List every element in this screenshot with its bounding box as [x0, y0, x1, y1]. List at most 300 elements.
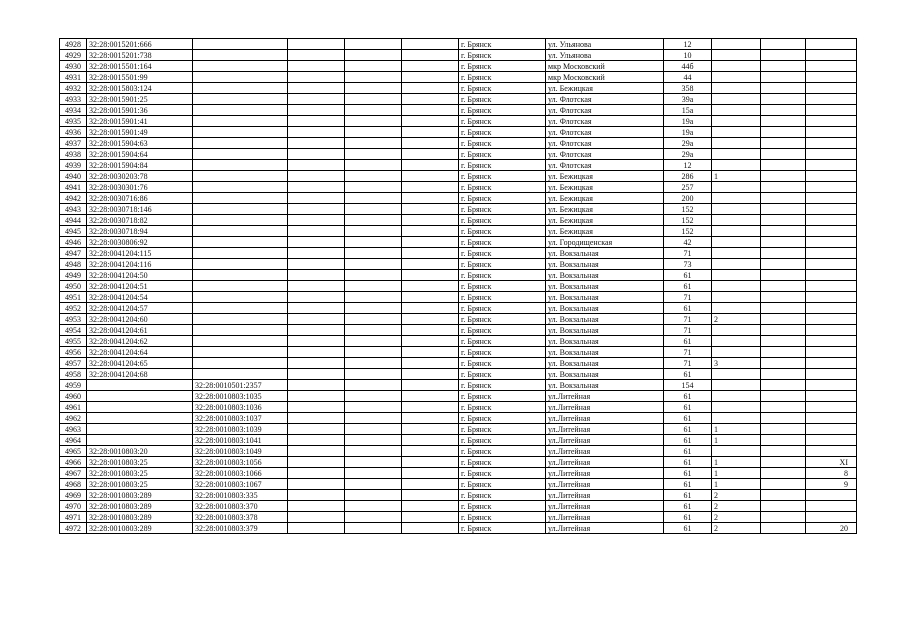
- row-number-cell: 4961: [60, 402, 87, 413]
- row-number-cell: 4943: [60, 204, 87, 215]
- apartment-cell: [806, 116, 857, 127]
- empty-cell: [402, 479, 459, 490]
- table-row: [60, 523, 857, 534]
- cadastral-number-cell: [87, 435, 193, 446]
- empty-cell: [402, 127, 459, 138]
- cadastral-number-cell: 32:28:0030718:82: [87, 215, 193, 226]
- building-cadastral-number-cell: [193, 270, 288, 281]
- apartment-cell: [806, 182, 857, 193]
- building-cell: [712, 39, 761, 50]
- empty-cell: [288, 479, 345, 490]
- empty-cell: [402, 50, 459, 61]
- house-number-cell: 61: [664, 512, 712, 523]
- apartment-cell: [806, 325, 857, 336]
- house-number-cell: 358: [664, 83, 712, 94]
- empty-cell: [288, 193, 345, 204]
- row-number-cell: 4967: [60, 468, 87, 479]
- empty-cell: [761, 72, 806, 83]
- empty-cell: [402, 336, 459, 347]
- empty-cell: [761, 61, 806, 72]
- street-cell: ул. Флотская: [546, 149, 664, 160]
- empty-cell: [288, 138, 345, 149]
- house-number-cell: 61: [664, 281, 712, 292]
- street-cell: ул.Литейная: [546, 468, 664, 479]
- city-cell: г. Брянск: [459, 204, 546, 215]
- apartment-cell: [806, 281, 857, 292]
- building-cell: [712, 369, 761, 380]
- table-row: [60, 424, 857, 435]
- table-row: [60, 281, 857, 292]
- street-cell: ул. Вокзальная: [546, 292, 664, 303]
- building-cell: [712, 193, 761, 204]
- empty-cell: [761, 281, 806, 292]
- building-cell: 1: [712, 468, 761, 479]
- building-cell: [712, 270, 761, 281]
- apartment-cell: [806, 369, 857, 380]
- empty-cell: [345, 83, 402, 94]
- building-cell: [712, 237, 761, 248]
- row-number-cell: 4932: [60, 83, 87, 94]
- empty-cell: [345, 446, 402, 457]
- apartment-cell: 20: [806, 523, 857, 534]
- building-cadastral-number-cell: [193, 182, 288, 193]
- cadastral-number-cell: [87, 413, 193, 424]
- cadastral-number-cell: 32:28:0041204:116: [87, 259, 193, 270]
- empty-cell: [288, 292, 345, 303]
- apartment-cell: [806, 336, 857, 347]
- house-number-cell: 10: [664, 50, 712, 61]
- building-cell: [712, 380, 761, 391]
- city-cell: г. Брянск: [459, 490, 546, 501]
- apartment-cell: [806, 193, 857, 204]
- building-cell: [712, 83, 761, 94]
- building-cell: [712, 303, 761, 314]
- table-row: [60, 292, 857, 303]
- house-number-cell: 19а: [664, 127, 712, 138]
- cadastral-number-cell: 32:28:0010803:20: [87, 446, 193, 457]
- cadastral-number-cell: 32:28:0030718:146: [87, 204, 193, 215]
- empty-cell: [402, 391, 459, 402]
- empty-cell: [345, 116, 402, 127]
- empty-cell: [761, 160, 806, 171]
- empty-cell: [761, 116, 806, 127]
- building-cell: [712, 105, 761, 116]
- empty-cell: [345, 457, 402, 468]
- building-cadastral-number-cell: [193, 215, 288, 226]
- cadastral-number-cell: 32:28:0041204:57: [87, 303, 193, 314]
- street-cell: ул. Ульянова: [546, 39, 664, 50]
- street-cell: ул. Вокзальная: [546, 369, 664, 380]
- empty-cell: [402, 468, 459, 479]
- table-row: [60, 83, 857, 94]
- empty-cell: [761, 358, 806, 369]
- table-row: [60, 105, 857, 116]
- building-cadastral-number-cell: 32:28:0010803:1037: [193, 413, 288, 424]
- empty-cell: [402, 281, 459, 292]
- empty-cell: [402, 116, 459, 127]
- apartment-cell: [806, 380, 857, 391]
- cadastral-number-cell: 32:28:0041204:62: [87, 336, 193, 347]
- empty-cell: [345, 303, 402, 314]
- apartment-cell: [806, 446, 857, 457]
- house-number-cell: 61: [664, 424, 712, 435]
- street-cell: ул. Бежицкая: [546, 204, 664, 215]
- empty-cell: [402, 446, 459, 457]
- table-row: [60, 314, 857, 325]
- building-cadastral-number-cell: 32:28:0010803:378: [193, 512, 288, 523]
- building-cadastral-number-cell: [193, 149, 288, 160]
- empty-cell: [761, 259, 806, 270]
- city-cell: г. Брянск: [459, 380, 546, 391]
- building-cell: [712, 259, 761, 270]
- empty-cell: [288, 281, 345, 292]
- building-cell: 2: [712, 490, 761, 501]
- table-row: [60, 325, 857, 336]
- empty-cell: [761, 314, 806, 325]
- empty-cell: [288, 435, 345, 446]
- table-row: [60, 512, 857, 523]
- empty-cell: [288, 226, 345, 237]
- city-cell: г. Брянск: [459, 182, 546, 193]
- street-cell: ул.Литейная: [546, 523, 664, 534]
- house-number-cell: 61: [664, 468, 712, 479]
- street-cell: ул. Бежицкая: [546, 83, 664, 94]
- empty-cell: [345, 127, 402, 138]
- empty-cell: [402, 72, 459, 83]
- row-number-cell: 4965: [60, 446, 87, 457]
- city-cell: г. Брянск: [459, 61, 546, 72]
- empty-cell: [345, 226, 402, 237]
- apartment-cell: [806, 424, 857, 435]
- empty-cell: [288, 182, 345, 193]
- city-cell: г. Брянск: [459, 303, 546, 314]
- building-cell: 3: [712, 358, 761, 369]
- street-cell: ул. Вокзальная: [546, 347, 664, 358]
- cadastral-number-cell: 32:28:0010803:25: [87, 457, 193, 468]
- street-cell: ул. Бежицкая: [546, 215, 664, 226]
- empty-cell: [402, 424, 459, 435]
- apartment-cell: [806, 402, 857, 413]
- row-number-cell: 4942: [60, 193, 87, 204]
- row-number-cell: 4959: [60, 380, 87, 391]
- empty-cell: [288, 325, 345, 336]
- apartment-cell: [806, 105, 857, 116]
- house-number-cell: 152: [664, 215, 712, 226]
- building-cell: 2: [712, 512, 761, 523]
- empty-cell: [761, 171, 806, 182]
- building-cell: [712, 226, 761, 237]
- building-cadastral-number-cell: [193, 303, 288, 314]
- building-cell: 1: [712, 457, 761, 468]
- row-number-cell: 4949: [60, 270, 87, 281]
- building-cell: 1: [712, 171, 761, 182]
- row-number-cell: 4931: [60, 72, 87, 83]
- house-number-cell: 286: [664, 171, 712, 182]
- empty-cell: [345, 138, 402, 149]
- empty-cell: [761, 39, 806, 50]
- empty-cell: [402, 160, 459, 171]
- empty-cell: [761, 270, 806, 281]
- empty-cell: [761, 193, 806, 204]
- street-cell: ул. Вокзальная: [546, 314, 664, 325]
- empty-cell: [761, 446, 806, 457]
- row-number-cell: 4934: [60, 105, 87, 116]
- street-cell: ул. Вокзальная: [546, 248, 664, 259]
- building-cadastral-number-cell: [193, 347, 288, 358]
- apartment-cell: [806, 270, 857, 281]
- apartment-cell: [806, 435, 857, 446]
- empty-cell: [345, 325, 402, 336]
- empty-cell: [288, 171, 345, 182]
- table-row: [60, 215, 857, 226]
- empty-cell: [402, 248, 459, 259]
- building-cadastral-number-cell: 32:28:0010501:2357: [193, 380, 288, 391]
- building-cell: [712, 50, 761, 61]
- building-cell: [712, 116, 761, 127]
- apartment-cell: [806, 347, 857, 358]
- empty-cell: [345, 248, 402, 259]
- table-row: [60, 160, 857, 171]
- house-number-cell: 12: [664, 160, 712, 171]
- empty-cell: [345, 39, 402, 50]
- empty-cell: [402, 270, 459, 281]
- empty-cell: [761, 182, 806, 193]
- empty-cell: [288, 314, 345, 325]
- empty-cell: [345, 413, 402, 424]
- empty-cell: [402, 523, 459, 534]
- street-cell: ул.Литейная: [546, 490, 664, 501]
- city-cell: г. Брянск: [459, 83, 546, 94]
- empty-cell: [345, 50, 402, 61]
- row-number-cell: 4940: [60, 171, 87, 182]
- empty-cell: [288, 149, 345, 160]
- house-number-cell: 61: [664, 490, 712, 501]
- building-cadastral-number-cell: [193, 325, 288, 336]
- cadastral-number-cell: 32:28:0030806:92: [87, 237, 193, 248]
- empty-cell: [761, 490, 806, 501]
- table-row: [60, 446, 857, 457]
- empty-cell: [345, 391, 402, 402]
- empty-cell: [345, 501, 402, 512]
- street-cell: ул. Флотская: [546, 116, 664, 127]
- empty-cell: [761, 479, 806, 490]
- empty-cell: [761, 127, 806, 138]
- building-cadastral-number-cell: [193, 83, 288, 94]
- house-number-cell: 61: [664, 369, 712, 380]
- apartment-cell: [806, 149, 857, 160]
- city-cell: г. Брянск: [459, 501, 546, 512]
- empty-cell: [761, 347, 806, 358]
- empty-cell: [345, 347, 402, 358]
- city-cell: г. Брянск: [459, 39, 546, 50]
- building-cadastral-number-cell: [193, 281, 288, 292]
- building-cadastral-number-cell: 32:28:0010803:1049: [193, 446, 288, 457]
- empty-cell: [402, 171, 459, 182]
- row-number-cell: 4938: [60, 149, 87, 160]
- building-cell: [712, 336, 761, 347]
- building-cadastral-number-cell: [193, 259, 288, 270]
- apartment-cell: [806, 215, 857, 226]
- street-cell: ул. Флотская: [546, 94, 664, 105]
- empty-cell: [345, 160, 402, 171]
- building-cadastral-number-cell: [193, 50, 288, 61]
- house-number-cell: 29а: [664, 149, 712, 160]
- empty-cell: [288, 83, 345, 94]
- empty-cell: [345, 215, 402, 226]
- cadastral-number-cell: 32:28:0041204:51: [87, 281, 193, 292]
- empty-cell: [761, 457, 806, 468]
- empty-cell: [761, 402, 806, 413]
- city-cell: г. Брянск: [459, 259, 546, 270]
- street-cell: мкр Московский: [546, 72, 664, 83]
- building-cadastral-number-cell: [193, 138, 288, 149]
- empty-cell: [761, 149, 806, 160]
- empty-cell: [288, 424, 345, 435]
- building-cell: [712, 325, 761, 336]
- building-cell: [712, 138, 761, 149]
- city-cell: г. Брянск: [459, 336, 546, 347]
- building-cadastral-number-cell: 32:28:0010803:370: [193, 501, 288, 512]
- row-number-cell: 4930: [60, 61, 87, 72]
- cadastral-number-cell: 32:28:0010803:289: [87, 501, 193, 512]
- empty-cell: [761, 83, 806, 94]
- row-number-cell: 4968: [60, 479, 87, 490]
- city-cell: г. Брянск: [459, 314, 546, 325]
- row-number-cell: 4952: [60, 303, 87, 314]
- empty-cell: [288, 303, 345, 314]
- empty-cell: [345, 380, 402, 391]
- street-cell: ул. Городищенская: [546, 237, 664, 248]
- row-number-cell: 4960: [60, 391, 87, 402]
- building-cell: [712, 182, 761, 193]
- row-number-cell: 4950: [60, 281, 87, 292]
- street-cell: ул. Вокзальная: [546, 358, 664, 369]
- city-cell: г. Брянск: [459, 171, 546, 182]
- house-number-cell: 61: [664, 501, 712, 512]
- empty-cell: [345, 292, 402, 303]
- apartment-cell: [806, 83, 857, 94]
- row-number-cell: 4972: [60, 523, 87, 534]
- building-cadastral-number-cell: [193, 127, 288, 138]
- empty-cell: [288, 248, 345, 259]
- building-cell: [712, 402, 761, 413]
- table-row: [60, 435, 857, 446]
- empty-cell: [761, 512, 806, 523]
- table-row: [60, 193, 857, 204]
- street-cell: ул. Вокзальная: [546, 336, 664, 347]
- table-row: [60, 127, 857, 138]
- cadastral-number-cell: 32:28:0010803:25: [87, 479, 193, 490]
- empty-cell: [761, 523, 806, 534]
- house-number-cell: 71: [664, 292, 712, 303]
- empty-cell: [761, 138, 806, 149]
- building-cadastral-number-cell: [193, 171, 288, 182]
- empty-cell: [288, 402, 345, 413]
- empty-cell: [345, 193, 402, 204]
- apartment-cell: [806, 303, 857, 314]
- empty-cell: [345, 402, 402, 413]
- table-row: [60, 457, 857, 468]
- row-number-cell: 4958: [60, 369, 87, 380]
- city-cell: г. Брянск: [459, 160, 546, 171]
- empty-cell: [345, 490, 402, 501]
- empty-cell: [345, 171, 402, 182]
- table-row: [60, 303, 857, 314]
- building-cadastral-number-cell: [193, 292, 288, 303]
- building-cell: [712, 94, 761, 105]
- street-cell: ул. Флотская: [546, 138, 664, 149]
- building-cell: [712, 160, 761, 171]
- empty-cell: [402, 413, 459, 424]
- street-cell: ул. Бежицкая: [546, 171, 664, 182]
- street-cell: ул.Литейная: [546, 457, 664, 468]
- table-row: [60, 182, 857, 193]
- empty-cell: [345, 281, 402, 292]
- empty-cell: [345, 72, 402, 83]
- empty-cell: [402, 61, 459, 72]
- cadastral-number-cell: 32:28:0015501:164: [87, 61, 193, 72]
- street-cell: ул. Бежицкая: [546, 193, 664, 204]
- empty-cell: [761, 468, 806, 479]
- empty-cell: [761, 336, 806, 347]
- city-cell: г. Брянск: [459, 226, 546, 237]
- table-row: [60, 380, 857, 391]
- house-number-cell: 61: [664, 446, 712, 457]
- row-number-cell: 4946: [60, 237, 87, 248]
- apartment-cell: [806, 171, 857, 182]
- street-cell: ул. Вокзальная: [546, 281, 664, 292]
- building-cadastral-number-cell: 32:28:0010803:379: [193, 523, 288, 534]
- building-cadastral-number-cell: [193, 39, 288, 50]
- empty-cell: [345, 369, 402, 380]
- cadastral-number-cell: [87, 380, 193, 391]
- row-number-cell: 4928: [60, 39, 87, 50]
- empty-cell: [402, 226, 459, 237]
- apartment-cell: [806, 226, 857, 237]
- city-cell: г. Брянск: [459, 193, 546, 204]
- street-cell: ул.Литейная: [546, 391, 664, 402]
- building-cadastral-number-cell: [193, 226, 288, 237]
- apartment-cell: [806, 259, 857, 270]
- empty-cell: [288, 259, 345, 270]
- empty-cell: [288, 501, 345, 512]
- empty-cell: [288, 270, 345, 281]
- row-number-cell: 4944: [60, 215, 87, 226]
- building-cadastral-number-cell: [193, 314, 288, 325]
- building-cell: [712, 391, 761, 402]
- empty-cell: [288, 369, 345, 380]
- row-number-cell: 4955: [60, 336, 87, 347]
- empty-cell: [402, 402, 459, 413]
- empty-cell: [288, 127, 345, 138]
- empty-cell: [402, 303, 459, 314]
- street-cell: ул. Вокзальная: [546, 259, 664, 270]
- apartment-cell: [806, 248, 857, 259]
- empty-cell: [402, 182, 459, 193]
- house-number-cell: 71: [664, 314, 712, 325]
- house-number-cell: 257: [664, 182, 712, 193]
- house-number-cell: 152: [664, 204, 712, 215]
- empty-cell: [402, 512, 459, 523]
- street-cell: ул. Вокзальная: [546, 325, 664, 336]
- house-number-cell: 71: [664, 325, 712, 336]
- building-cadastral-number-cell: [193, 116, 288, 127]
- cadastral-number-cell: 32:28:0015904:63: [87, 138, 193, 149]
- empty-cell: [288, 72, 345, 83]
- empty-cell: [288, 523, 345, 534]
- cadastral-number-cell: 32:28:0015904:64: [87, 149, 193, 160]
- city-cell: г. Брянск: [459, 468, 546, 479]
